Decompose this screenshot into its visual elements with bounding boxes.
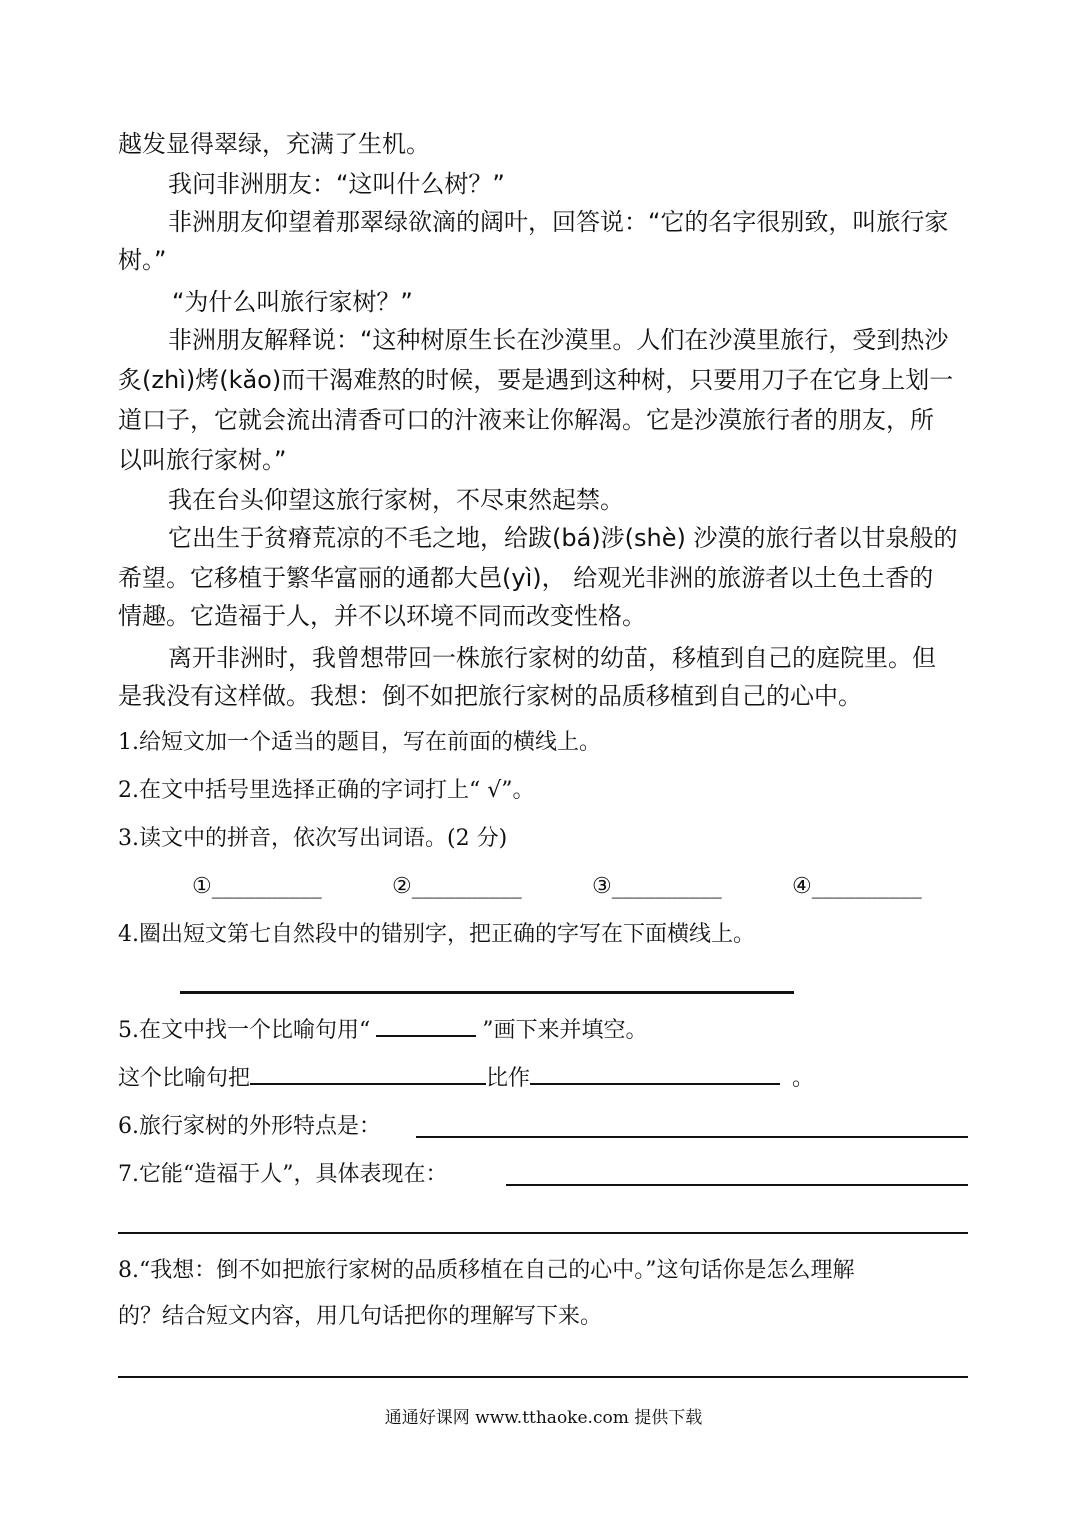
answer-line-7[interactable] <box>506 1184 968 1186</box>
passage-line: 它出生于贫瘠荒凉的不毛之地，给跋(bá)涉(shè) 沙漠的旅行者以甘泉般的 <box>168 524 958 552</box>
question-5-fill <box>118 1064 814 1094</box>
question-5-fill-c: 。 <box>792 1066 815 1091</box>
passage-line: 炙(zhì)烤(kǎo)而干渴难熬的时候，要是遇到这种树，只要用刀子在它身上划一 <box>118 366 954 394</box>
answer-blank-1[interactable]: ①__________ <box>192 874 322 899</box>
question-8: 8.“我想：倒不如把旅行家树的品质移植在自己的心中。”这句话你是怎么理解 <box>118 1258 855 1283</box>
passage-line: 以叫旅行家树。” <box>118 446 287 474</box>
passage-line: 离开非洲时，我曾想带回一株旅行家树的幼苗，移植到自己的庭院里。但 <box>168 644 936 672</box>
question-5-text-b: ”画下来并填空。 <box>482 1018 648 1043</box>
answer-blank-2[interactable]: ②__________ <box>392 874 522 899</box>
page-footer: 通通好课网 www.tthaoke.com 提供下载 <box>384 1408 703 1428</box>
question-3: 3.读文中的拼音，依次写出词语。(2 分) <box>118 826 508 851</box>
answer-blank-5a[interactable] <box>250 1082 486 1085</box>
passage-line: 道口子，它就会流出清香可口的汁液来让你解渴。它是沙漠旅行者的朋友，所 <box>118 406 934 434</box>
question-1: 1.给短文加一个适当的题目，写在前面的横线上。 <box>118 730 601 755</box>
passage-line: 非洲朋友仰望着那翠绿欲滴的阔叶，回答说：“它的名字很别致，叫旅行家 <box>168 208 949 236</box>
answer-blank-3[interactable]: ③__________ <box>592 874 722 899</box>
passage-line: 我在台头仰望这旅行家树，不尽束然起禁。 <box>168 486 624 514</box>
question-7: 7.它能“造福于人”，具体表现在： <box>118 1162 448 1187</box>
passage-line: 树。” <box>118 246 167 274</box>
question-2: 2.在文中括号里选择正确的字词打上“ √”。 <box>118 778 535 803</box>
passage-line: 越发显得翠绿，充满了生机。 <box>118 130 430 158</box>
answer-blank-5b[interactable] <box>530 1082 780 1085</box>
answer-line-8[interactable] <box>118 1376 968 1378</box>
passage-line: 我问非洲朋友：“这叫什么树？” <box>168 170 505 198</box>
question-5 <box>118 1016 648 1046</box>
passage-line: 情趣。它造福于人，并不以环境不同而改变性格。 <box>118 602 646 630</box>
answer-line-6[interactable] <box>416 1136 968 1138</box>
question-5-text-a: 5.在文中找一个比喻句用“ <box>118 1018 371 1043</box>
passage-line: 非洲朋友解释说：“这种树原生长在沙漠里。人们在沙漠里旅行，受到热沙 <box>168 326 949 354</box>
question-5-fill-b: 比作 <box>486 1066 531 1091</box>
underline-sample <box>376 1034 476 1037</box>
passage-line: “为什么叫旅行家树？” <box>172 288 413 316</box>
question-6: 6.旅行家树的外形特点是： <box>118 1114 381 1139</box>
passage-line: 是我没有这样做。我想：倒不如把旅行家树的品质移植到自己的心中。 <box>118 682 862 710</box>
question-8-cont: 的？结合短文内容，用几句话把你的理解写下来。 <box>118 1304 603 1329</box>
answer-line-4[interactable] <box>180 991 794 994</box>
answer-blank-4[interactable]: ④__________ <box>792 874 922 899</box>
passage-line: 希望。它移植于繁华富丽的通都大邑(yì)， 给观光非洲的旅游者以土色土香的 <box>118 564 934 592</box>
question-5-fill-a: 这个比喻句把 <box>118 1066 251 1091</box>
answer-line-7b[interactable] <box>118 1232 968 1234</box>
question-4: 4.圈出短文第七自然段中的错别字，把正确的字写在下面横线上。 <box>118 922 755 947</box>
